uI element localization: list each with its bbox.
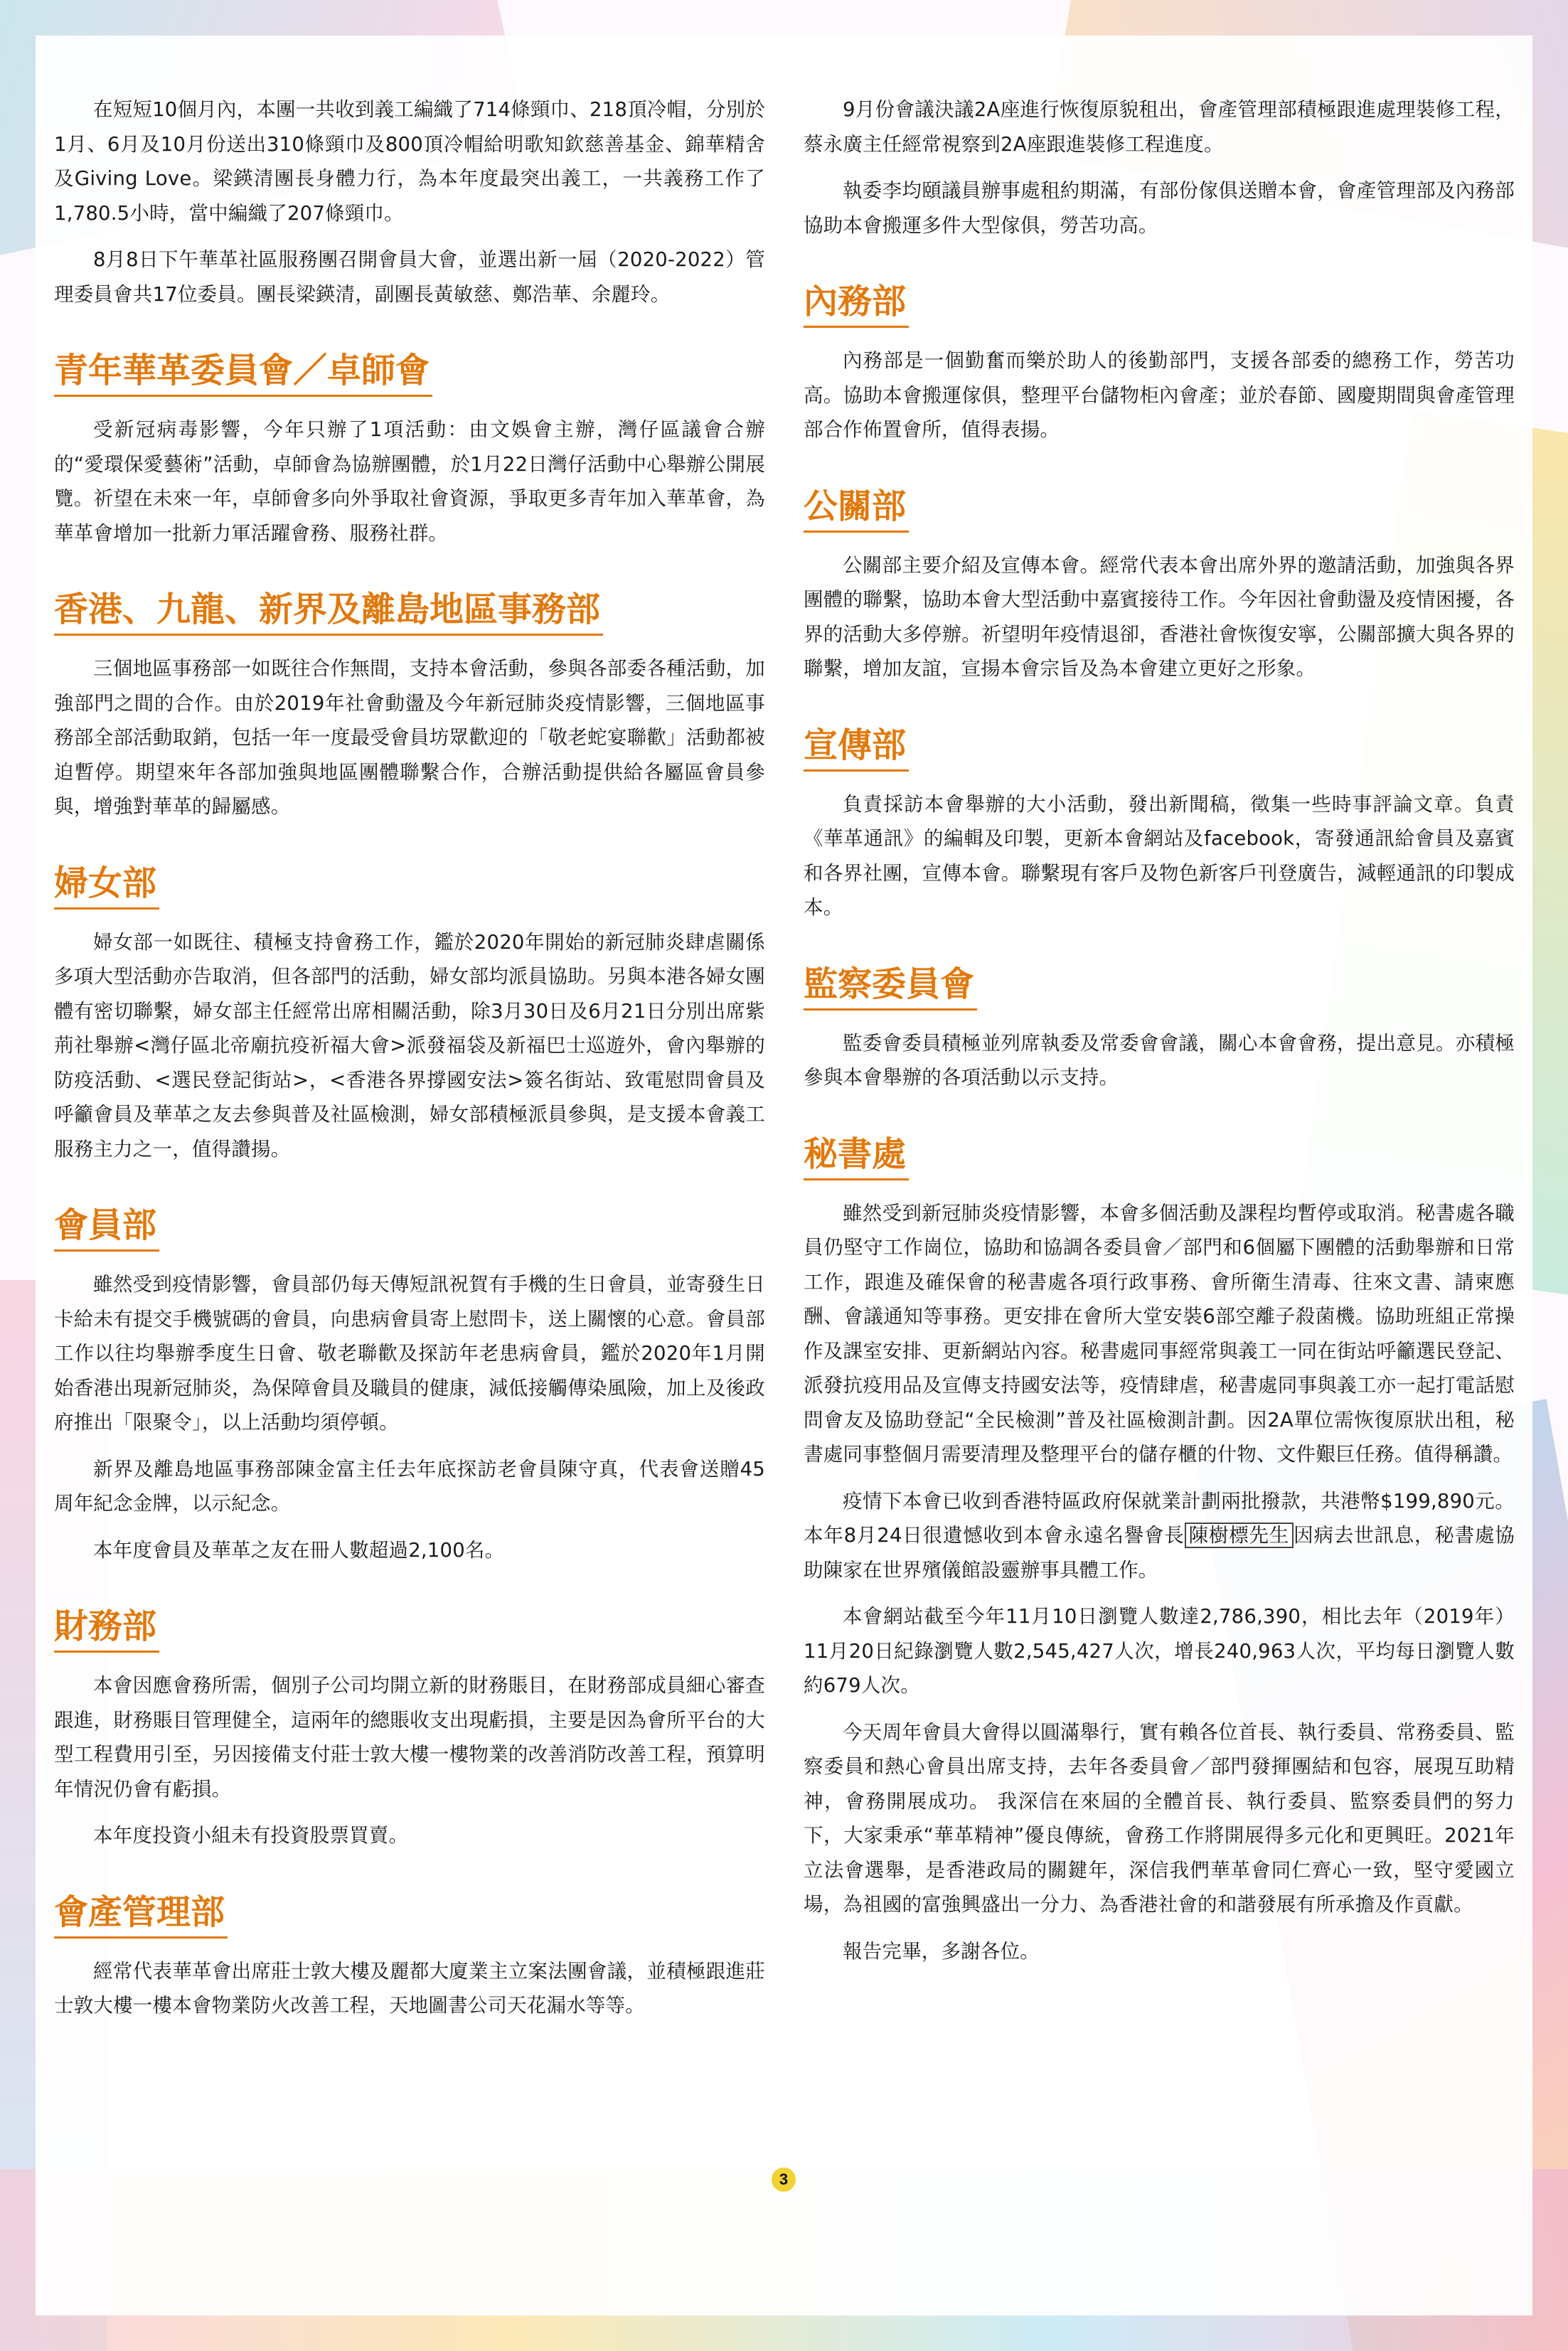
page-number: 3: [772, 2168, 796, 2192]
paragraph: 婦女部一如既往、積極支持會務工作，鑑於2020年開始的新冠肺炎肆虐關係多項大型活動亦告取消，但各部門的活動，婦女部均派員協助。另與本港各婦女團體有密切聯繫，婦女部主任經常出席相關活動，除3月30日及6月21日分別出席紫荊社舉辦<灣仔區北帝廟抗疫祈福大會>派發福袋及新福巴士巡遊外，會內舉辦的防疫活動、<選民登記街站>，<香港各界撐國安法>簽名街站、致電慰問會員及呼籲會員及華革之友去參與普及社區檢測，婦女部積極派員參與，是支援本會義工服務主力之一，值得讚揚。: [54, 930, 765, 1161]
paragraph: 本年度會員及華革之友在冊人數超過2,100名。: [93, 1538, 505, 1562]
paragraph: 監委會委員積極並列席執委及常委會會議，關心本會會務，提出意見。亦積極參與本會舉辦的各項活動以示支持。: [804, 1031, 1515, 1089]
paragraph: 今天周年會員大會得以圓滿舉行，實有賴各位首長、執行委員、常務委員、監察委員和熱心會員出席支持，去年各委員會／部門發揮團結和包容，展現互助精神，會務開展成功。 我深信在來屆的全體首長、執行委員、監察委員們的努力下，大家秉承“華革精神”優良傳統，會務工作將開展得多元化和更興旺。2021年立法會選舉，是香港政局的關鍵年，深信我們華革會同仁齊心一致，堅守愛國立場，為祖國的富強興盛出一分力、為香港社會的和諧發展有所承擔及作貢獻。: [804, 1720, 1515, 1916]
paragraph: [804, 1484, 1515, 1588]
section-heading-supervisory: 監察委員會: [804, 963, 977, 1011]
section-heading-finance: 財務部: [54, 1605, 159, 1653]
paragraph: 新界及離島地區事務部陳金富主任去年底探訪老會員陳守真，代表會送贈45周年紀念金牌，以示紀念。: [54, 1457, 765, 1515]
section-heading-pr: 公關部: [804, 485, 909, 533]
paragraph: 本會因應會務所需，個別子公司均開立新的財務賬目，在財務部成員細心審查跟進，財務賬目管理健全，這兩年的總賬收支出現虧損，主要是因為會所平台的大型工程費用引至，另因接備支付莊士敦大樓一樓物業的改善消防改善工程，預算明年情況仍會有虧損。: [54, 1674, 765, 1801]
paragraph: 9月份會議決議2A座進行恢復原貌租出，會產管理部積極跟進處理裝修工程，蔡永廣主任經常視察到2A座跟進裝修工程進度。: [804, 98, 1515, 156]
section-heading-district: 香港、九龍、新界及離島地區事務部: [54, 588, 603, 636]
paragraph: 本年度投資小組未有投資股票買賣。: [93, 1824, 409, 1847]
paragraph: 內務部是一個勤奮而樂於助人的後勤部門，支援各部委的總務工作，勞苦功高。協助本會搬運傢俱，整理平台儲物柜內會產；並於春節、國慶期間與會產管理部合作佈置會所，值得表揚。: [804, 349, 1515, 441]
section-heading-youth: 青年華革委員會／卓師會: [54, 349, 432, 397]
section-heading-internal: 內務部: [804, 280, 909, 328]
paragraph: 在短短10個月內，本團一共收到義工編織了714條頸巾、218頂冷帽，分別於1月、6月及10月份送出310條頸巾及800頂冷帽給明歌知欽慈善基金、錦華精舍及Giving Love。梁鍈清團長身體力行，為本年度最突出義工，一共義務工作了1,780.5小時，當中編織了207條頸巾。: [54, 98, 765, 225]
paragraph: 報告完畢，多謝各位。: [843, 1939, 1040, 1963]
page: [36, 36, 1532, 2315]
left-column: [54, 92, 765, 2035]
paragraph: 經常代表華革會出席莊士敦大樓及麗都大廈業主立案法團會議，並積極跟進莊士敦大樓一樓本會物業防火改善工程，天地圖書公司天花漏水等等。: [54, 1959, 765, 2017]
boxed-name: 陳樹標先生: [1185, 1523, 1294, 1548]
section-heading-secretariat: 秘書處: [804, 1133, 909, 1180]
paragraph: 負責採訪本會舉辦的大小活動，發出新聞稿，徵集一些時事評論文章。負責《華革通訊》的編輯及印製，更新本會網站及facebook，寄發通訊給會員及嘉賓和各界社團，宣傳本會。聯繫現有客戶及物色新客戶刊登廣告，減輕通訊的印製成本。: [804, 792, 1515, 919]
paragraph: 8月8日下午華革社區服務團召開會員大會，並選出新一屆（2020-2022）管理委員會共17位委員。團長梁鍈清，副團長黃敏慈、鄭浩華、余麗玲。: [54, 248, 765, 306]
section-heading-members: 會員部: [54, 1204, 159, 1252]
paragraph: 公關部主要介紹及宣傳本會。經常代表本會出席外界的邀請活動，加強與各界團體的聯繫，協助本會大型活動中嘉賓接待工作。今年因社會動盪及疫情困擾，各界的活動大多停辦。祈望明年疫情退卻，香港社會恢復安寧，公關部擴大與各界的聯繫，增加友誼，宣揚本會宗旨及為本會建立更好之形象。: [804, 553, 1515, 680]
section-heading-property: 會產管理部: [54, 1891, 228, 1939]
paragraph-text: 疫情下本會已收到香港特區政府保就業計劃兩批撥款，共港幣$199,890元。本年8月24日很遺憾收到本會永遠名譽會長: [804, 1489, 1515, 1547]
paragraph: 雖然受到新冠肺炎疫情影響，本會多個活動及課程均暫停或取消。秘書處各職員仍堅守工作崗位，協助和協調各委員會／部門和6個屬下團體的活動舉辦和日常工作，跟進及確保會的秘書處各項行政事務、會所衛生清毒、往來文書、請柬應酬、會議通知等事務。更安排在會所大堂安裝6部空離子殺菌機。協助班組正常操作及課室安排、更新網站內容。秘書處同事經常與義工一同在街站呼籲選民登記、派發抗疫用品及宣傳支持國安法等，疫情肆虐，秘書處同事與義工亦一起打電話慰問會友及協助登記“全民檢測”普及社區檢測計劃。因2A單位需恢復原狀出租，秘書處同事整個月需要清理及整理平台的儲存櫃的什物、文件艱巨任務。值得稱讚。: [804, 1201, 1515, 1466]
right-column: [804, 92, 1515, 1981]
paragraph: 本會網站截至今年11月10日瀏覽人數達2,786,390，相比去年（2019年）11月20日紀錄瀏覽人數2,545,427人次，增長240,963人次，平均每日瀏覽人數約679人次。: [804, 1605, 1515, 1697]
paragraph: 受新冠病毒影響，今年只辦了1項活動：由文娛會主辦，灣仔區議會合辦的“愛環保愛藝術”活動，卓師會為協辦團體，於1月22日灣仔活動中心舉辦公開展覽。祈望在未來一年，卓師會多向外爭取社會資源，爭取更多青年加入華革會，為華革會增加一批新力軍活躍會務、服務社群。: [54, 418, 765, 545]
section-heading-publicity: 宣傳部: [804, 724, 909, 772]
section-heading-women: 婦女部: [54, 862, 159, 910]
paragraph: 執委李均頤議員辦事處租約期滿，有部份傢俱送贈本會，會產管理部及內務部協助本會搬運多件大型傢俱，勞苦功高。: [804, 179, 1515, 237]
paragraph-text: 因病去世訊息，秘書處協助陳家在世界殯儀館設靈辦事具體工作。: [804, 1524, 1515, 1582]
paragraph: 三個地區事務部一如既往合作無間，支持本會活動，參與各部委各種活動，加強部門之間的合作。由於2019年社會動盪及今年新冠肺炎疫情影響，三個地區事務部全部活動取銷，包括一年一度最受會員坊眾歡迎的「敬老蛇宴聯歡」活動都被迫暫停。期望來年各部加強與地區團體聯繫合作，合辦活動提供給各屬區會員參與，增強對華革的歸屬感。: [54, 657, 765, 818]
paragraph: 雖然受到疫情影響，會員部仍每天傳短訊祝賀有手機的生日會員，並寄發生日卡給未有提交手機號碼的會員，向患病會員寄上慰問卡，送上關懷的心意。會員部工作以往均舉辦季度生日會、敬老聯歡及探訪年老患病會員，鑑於2020年1月開始香港出現新冠肺炎，為保障會員及職員的健康，減低接觸傳染風險，加上及後政府推出「限聚令」，以上活動均須停頓。: [54, 1273, 765, 1434]
